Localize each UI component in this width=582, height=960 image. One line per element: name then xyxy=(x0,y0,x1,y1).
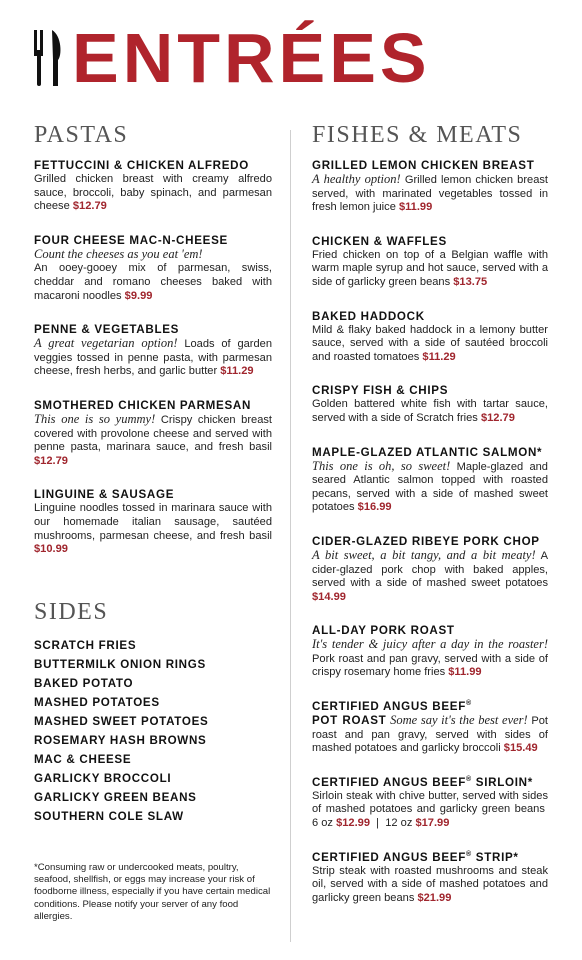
menu-item xyxy=(34,234,272,303)
menu-item xyxy=(312,446,548,515)
item-desc: Golden battered white fish with tartar sauce, served with a side of Scratch fries $12.79 xyxy=(312,398,548,424)
list-item: SOUTHERN COLE SLAW xyxy=(34,809,184,823)
item-price: $12.79 xyxy=(34,454,68,467)
sides-title: SIDES xyxy=(34,598,109,625)
item-price: $11.99 xyxy=(448,666,482,679)
list-item: SCRATCH FRIES xyxy=(34,638,137,652)
item-name: FETTUCCINI & CHICKEN ALFREDO xyxy=(34,159,249,172)
item-desc: Linguine noodles tossed in marinara sauce with our homemade italian sausage, sautéed mushrooms, parmesan cheese, and fresh basil $10.99 xyxy=(34,502,272,556)
item-price: $12.79 xyxy=(72,200,107,213)
fork-knife-icon xyxy=(32,30,64,86)
item-name: CERTIFIED ANGUS BEEF® STRIP* xyxy=(312,850,519,864)
item-desc: A bit sweet, a bit tangy, and a bit meaty! A cider-glazed pork chop with baked apples, served with a side of mashed sweet potatoes $14.99 xyxy=(312,547,548,603)
pastas-title: PASTAS xyxy=(34,122,129,148)
item-name: CERTIFIED ANGUS BEEF® SIRLOIN* xyxy=(312,775,533,789)
item-desc: Grilled chicken breast with creamy alfredo sauce, broccoli, baby spinach, and parmesan cheese $12.79 xyxy=(34,173,272,213)
menu-item xyxy=(312,235,548,290)
item-price: $17.99 xyxy=(415,817,450,830)
item-price: $14.99 xyxy=(312,590,346,603)
list-item: BAKED POTATO xyxy=(34,676,134,690)
item-price: $11.99 xyxy=(398,201,433,214)
item-name: BAKED HADDOCK xyxy=(312,309,425,323)
item-note: Some say it's the best ever! xyxy=(390,713,528,728)
menu-item xyxy=(34,323,272,379)
item-price: $15.49 xyxy=(503,742,538,755)
item-desc: Fried chicken on top of a Belgian waffle with warm maple syrup and hot sauce, served with a side of garlicky green beans $13.75 xyxy=(312,248,548,288)
header xyxy=(32,19,431,97)
item-note: A bit sweet, a bit tangy, and a bit meaty! xyxy=(312,547,536,562)
item-desc: A great vegetarian option! Loads of garden veggies tossed in penne pasta, with parmesan cheese, fresh herbs, and garlic butter $11.29 xyxy=(34,336,272,378)
item-price: $11.29 xyxy=(422,350,456,363)
item-note: A great vegetarian option! xyxy=(34,336,178,351)
item-desc: This one is so yummy! Crispy chicken breast covered with provolone cheese and served with penne pasta, marinara sauce, and fresh basil $12.79 xyxy=(34,411,272,467)
item-name: CIDER-GLAZED RIBEYE PORK CHOP xyxy=(312,534,540,548)
item-price: $12.99 xyxy=(336,817,370,830)
item-desc: Count the cheeses as you eat 'em! An ooey-gooey mix of parmesan, swiss, cheddar and romano cheeses baked with macaroni noodles $9.99 xyxy=(34,246,272,302)
item-name: CERTIFIED ANGUS BEEF® xyxy=(312,700,472,714)
item-price: $10.99 xyxy=(34,543,68,556)
menu-item xyxy=(312,384,548,425)
menu-item xyxy=(34,488,272,556)
menu-item xyxy=(34,399,272,468)
column-divider xyxy=(290,130,291,942)
item-desc: It's tender & juicy after a day in the roaster! Pork roast and pan gravy, served with a side of crispy rosemary home fries $11.99 xyxy=(312,637,548,679)
disclaimer: *Consuming raw or undercooked meats, poultry, seafood, shellfish, or eggs may increase your risk of foodborne illness, especially if you have certain medical conditions. Please notify your server of any food allergies. xyxy=(34,861,271,922)
menu-item xyxy=(312,159,548,215)
sides-list xyxy=(34,636,272,826)
right-column xyxy=(312,122,548,925)
list-item: MASHED SWEET POTATOES xyxy=(34,714,209,728)
item-desc: A healthy option! Grilled lemon chicken breast served, with marinated vegetables tossed in fresh lemon juice $11.99 xyxy=(312,172,548,214)
item-price: $21.99 xyxy=(417,891,452,904)
item-desc: Strip steak with roasted mushrooms and steak oil, served with a side of mashed potatoes and garlicky green beans $21.99 xyxy=(312,864,548,904)
item-note: Count the cheeses as you eat 'em! xyxy=(34,246,203,261)
item-name: MAPLE-GLAZED ATLANTIC SALMON* xyxy=(312,445,543,459)
list-item: MAC & CHEESE xyxy=(34,752,132,766)
list-item: ROSEMARY HASH BROWNS xyxy=(34,733,207,747)
item-name: GRILLED LEMON CHICKEN BREAST xyxy=(312,159,535,172)
item-note: This one is oh, so sweet! xyxy=(312,458,451,473)
menu-item xyxy=(312,851,548,906)
menu-item xyxy=(34,159,272,214)
list-item: GARLICKY GREEN BEANS xyxy=(34,790,197,804)
list-item: MASHED POTATOES xyxy=(34,695,160,709)
page-title: ENTRÉES xyxy=(72,19,431,97)
item-note: This one is so yummy! xyxy=(34,411,156,426)
item-name: ALL-DAY PORK ROAST xyxy=(312,624,455,638)
item-desc: Sirloin steak with chive butter, served with sides of mashed potatoes and garlicky green beans 6 oz $12.99 | 12 oz $17.99 xyxy=(312,789,548,830)
menu-item xyxy=(312,310,548,365)
menu-item xyxy=(312,700,548,756)
left-column xyxy=(34,122,272,923)
item-note: It's tender & juicy after a day in the roaster! xyxy=(312,637,548,652)
item-desc: Mild & flaky baked haddock in a lemony butter sauce, served with a side of sautéed broccoli and roasted tomatoes $11.29 xyxy=(312,323,548,363)
item-name: FOUR CHEESE MAC-N-CHEESE xyxy=(34,233,228,247)
item-name: LINGUINE & SAUSAGE xyxy=(34,488,175,502)
item-note: A healthy option! xyxy=(312,172,401,186)
menu-item xyxy=(312,624,548,680)
fishes-meats-title: FISHES & MEATS xyxy=(312,122,523,148)
item-price: $12.79 xyxy=(480,411,515,424)
item-desc: This one is oh, so sweet! Maple-glazed and seared Atlantic salmon topped with roasted pecans, served with a side of mashed sweet potatoes $16.99 xyxy=(312,458,548,514)
list-item: GARLICKY BROCCOLI xyxy=(34,771,172,785)
item-name: CRISPY FISH & CHIPS xyxy=(312,384,449,398)
item-price: $13.75 xyxy=(453,275,488,288)
menu-item xyxy=(312,535,548,604)
list-item: BUTTERMILK ONION RINGS xyxy=(34,657,206,671)
item-price: $9.99 xyxy=(124,289,153,302)
item-desc: POT ROAST Some say it's the best ever! Pot roast and pan gravy, served with sides of mashed potatoes and garlicky broccoli $15.49 xyxy=(312,713,548,755)
item-price: $16.99 xyxy=(357,501,392,514)
menu-item xyxy=(312,776,548,831)
item-name: SMOTHERED CHICKEN PARMESAN xyxy=(34,398,252,412)
item-name: CHICKEN & WAFFLES xyxy=(312,234,447,248)
item-price: $11.29 xyxy=(220,365,254,378)
item-name: POT ROAST xyxy=(312,714,387,728)
item-name: PENNE & VEGETABLES xyxy=(34,323,180,337)
